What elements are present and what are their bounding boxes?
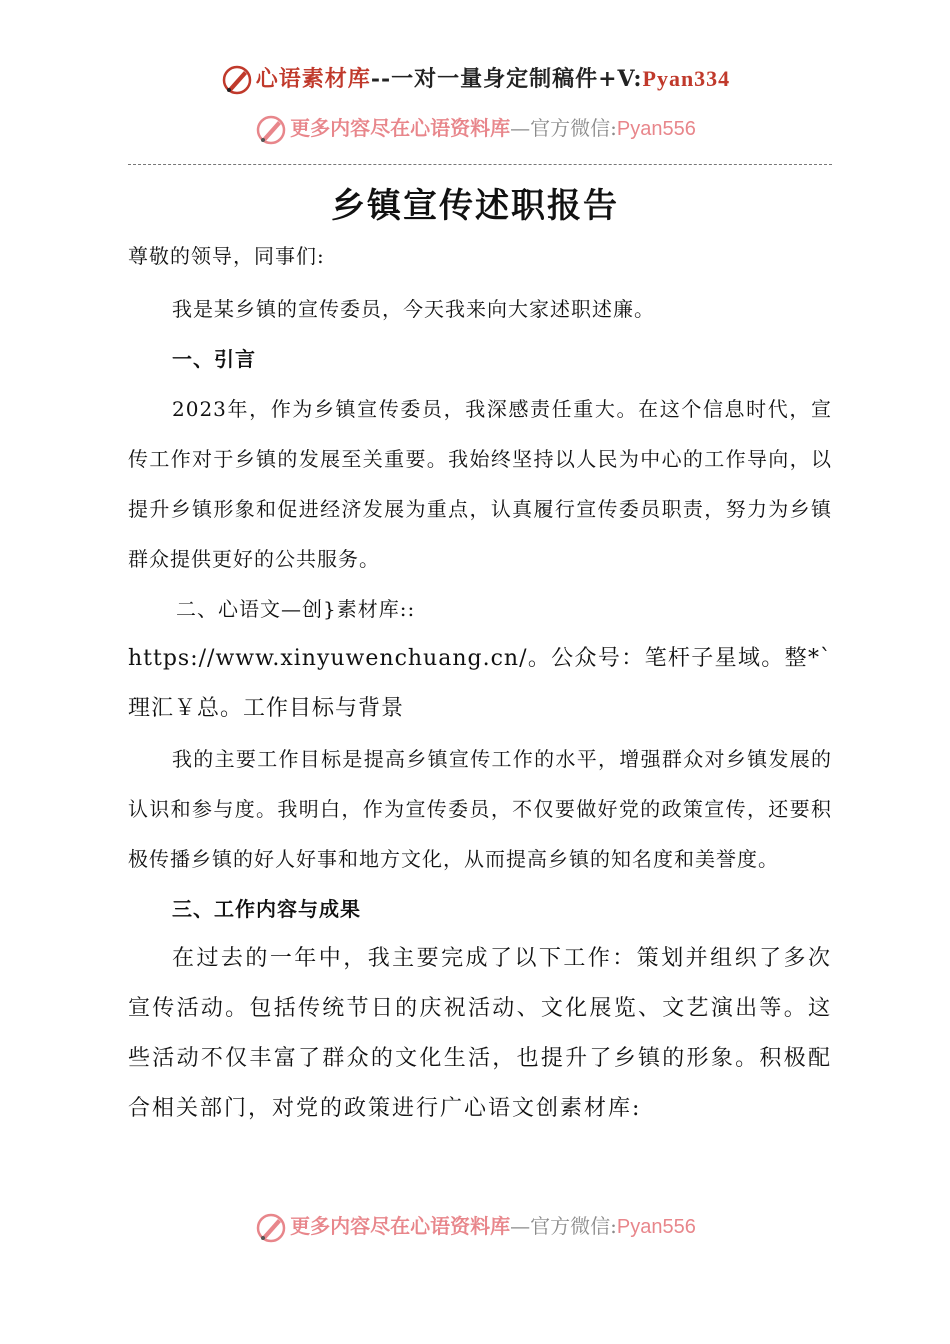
section2-url-line: https://www.xinyuwenchuang.cn/。公众号：笔杆子星域。整*`理汇￥总。工作目标与背景 [128,646,832,721]
promo-text: 更多内容尽在心语资料库 [290,116,511,140]
promo-wechat-label: —官方微信: [510,1214,617,1238]
intro-paragraph: 我是某乡镇的宣传委员，今天我来向大家述职述廉。 [172,297,655,321]
pen-logo-icon [254,113,288,147]
section2-heading: 二、心语文—创}素材库:: [176,597,416,621]
section1-heading: 一、引言 [172,347,256,371]
promo-banner-top [0,112,950,147]
pen-logo-icon [220,63,254,97]
pen-logo-icon [254,1211,288,1245]
salutation: 尊敬的领导，同事们: [128,244,325,268]
header-divider [128,164,832,165]
section1-paragraph: 2023年，作为乡镇宣传委员，我深感责任重大。在这个信息时代，宣传工作对于乡镇的发展至关重要。我始终坚持以人民为中心的工作导向，以提升乡镇形象和促进经济发展为重点，认真履行宣传委员职责，努力为乡镇群众提供更好的公共服务。 [128,397,832,571]
document-body [128,236,832,1134]
promo-text: 更多内容尽在心语资料库 [290,1214,511,1238]
header-handle: Pyan334 [642,66,731,91]
promo-handle: Pyan556 [616,118,696,140]
header-tagline: --一对一量身定制稿件+V: [370,66,643,92]
promo-banner-bottom [0,1210,950,1245]
header-banner [0,62,950,97]
promo-wechat-label: —官方微信: [510,116,617,140]
section2-paragraph: 我的主要工作目标是提高乡镇宣传工作的水平，增强群众对乡镇发展的认识和参与度。我明白，作为宣传委员，不仅要做好党的政策宣传，还要积极传播乡镇的好人好事和地方文化，从而提高乡镇的知名度和美誉度。 [128,747,832,871]
section3-paragraph: 在过去的一年中，我主要完成了以下工作：策划并组织了多次宣传活动。包括传统节日的庆祝活动、文化展览、文艺演出等。这些活动不仅丰富了群众的文化生活，也提升了乡镇的形象。积极配合相关部门，对党的政策进行广心语文创素材库: [128,946,832,1121]
document-title: 乡镇宣传述职报告 [331,186,619,226]
promo-handle: Pyan556 [616,1216,696,1238]
section3-heading: 三、工作内容与成果 [172,897,361,921]
brand-name: 心语素材库 [255,66,371,92]
